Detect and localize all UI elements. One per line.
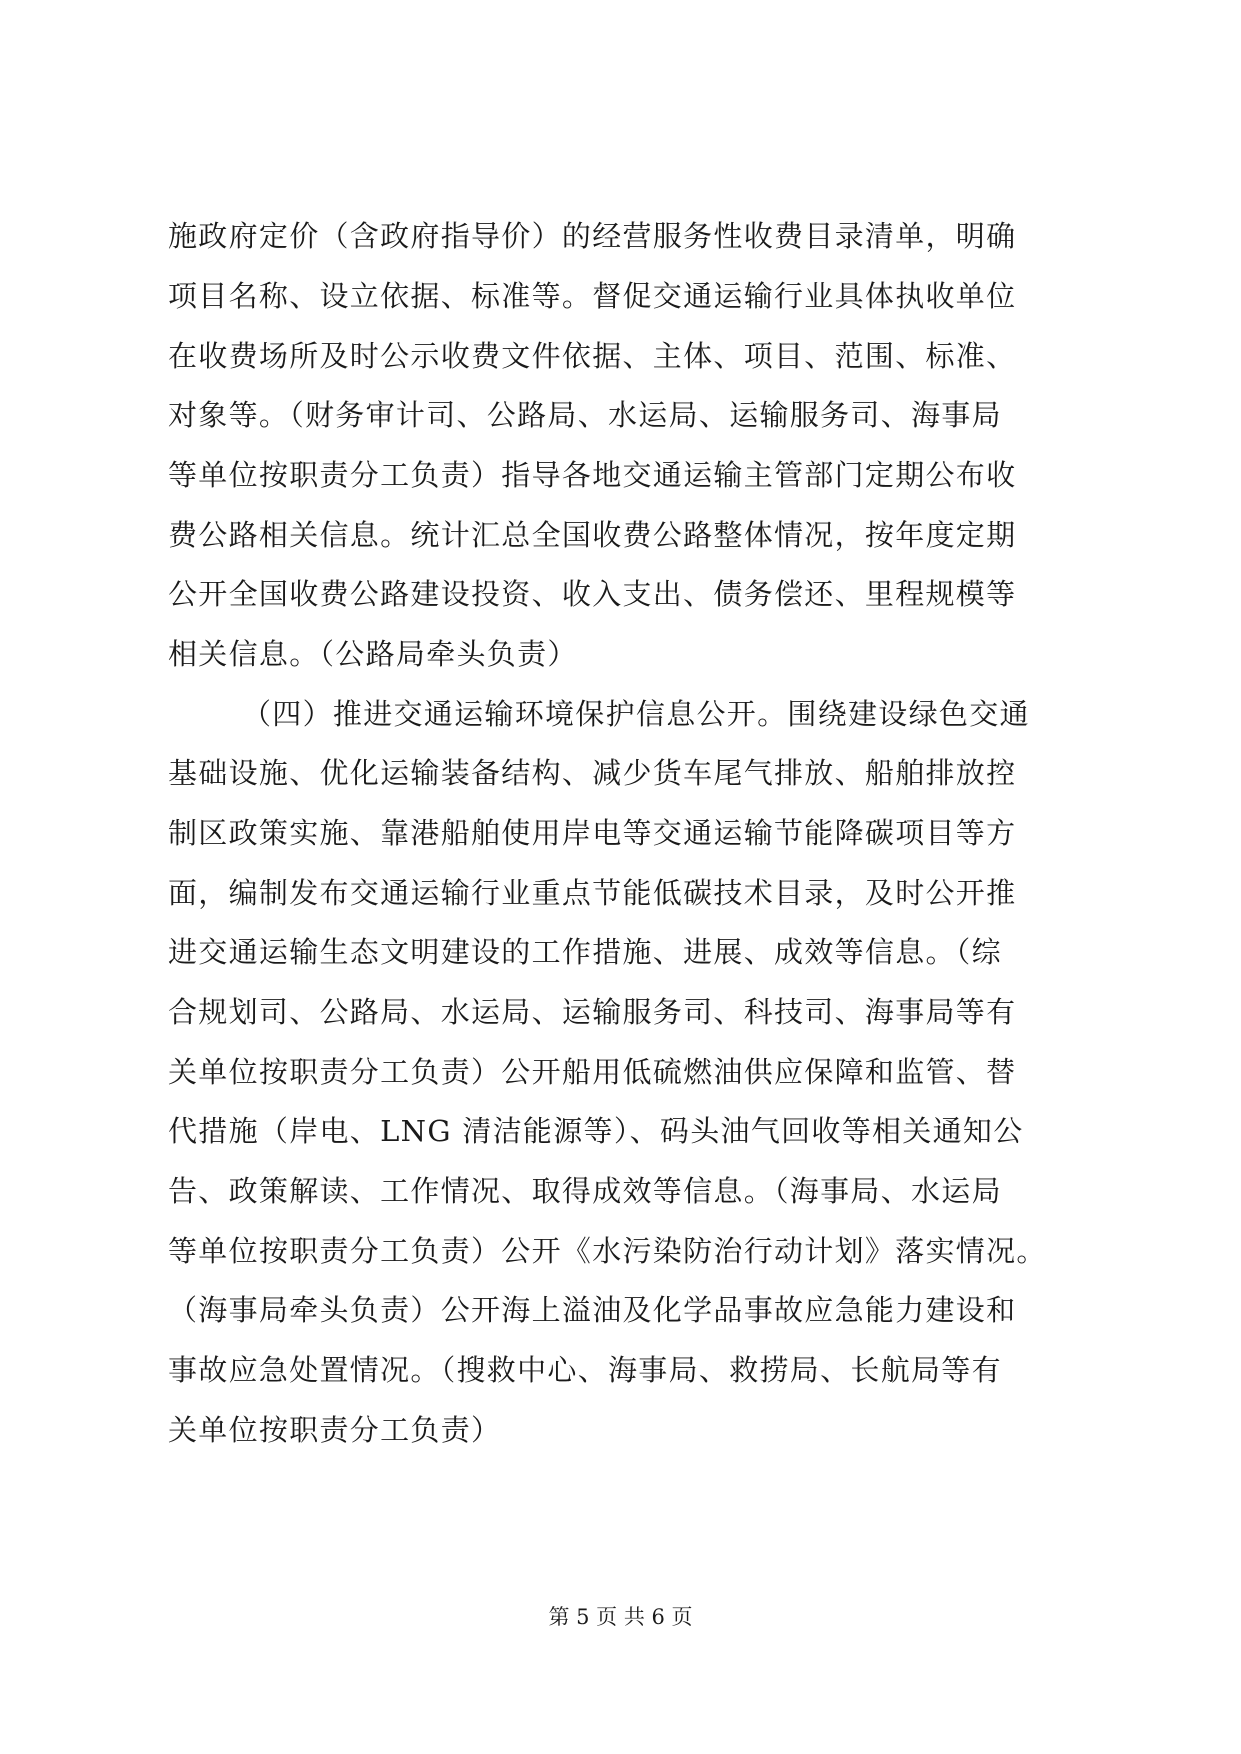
paragraph-1-line-7: 公开全国收费公路建设投资、收入支出、债务偿还、里程规模等	[168, 577, 1017, 611]
paragraph-2-line-1: （四）推进交通运输环境保护信息公开。围绕建设绿色交通	[242, 697, 1030, 731]
paragraph-1-line-2: 项目名称、设立依据、标准等。督促交通运输行业具体执收单位	[168, 279, 1017, 313]
paragraph-1-line-6: 费公路相关信息。统计汇总全国收费公路整体情况，按年度定期	[168, 518, 1017, 552]
paragraph-1-line-5: 等单位按职责分工负责）指导各地交通运输主管部门定期公布收	[168, 458, 1017, 492]
paragraph-2-line-11: （海事局牵头负责）公开海上溢油及化学品事故应急能力建设和	[168, 1293, 1017, 1327]
paragraph-2-line-5: 进交通运输生态文明建设的工作措施、进展、成效等信息。（综	[168, 935, 1002, 969]
paragraph-2-line-9: 告、政策解读、工作情况、取得成效等信息。（海事局、水运局	[168, 1174, 1002, 1208]
paragraph-2-line-8: 代措施（岸电、LNG 清洁能源等）、码头油气回收等相关通知公	[168, 1114, 1024, 1148]
paragraph-2-line-3: 制区政策实施、靠港船舶使用岸电等交通运输节能降碳项目等方	[168, 816, 1017, 850]
paragraph-1-line-3: 在收费场所及时公示收费文件依据、主体、项目、范围、标准、	[168, 339, 1017, 373]
paragraph-2-line-13: 关单位按职责分工负责）	[168, 1413, 502, 1447]
paragraph-2-line-6: 合规划司、公路局、水运局、运输服务司、科技司、海事局等有	[168, 995, 1017, 1029]
paragraph-2-line-7: 关单位按职责分工负责）公开船用低硫燃油供应保障和监管、替	[168, 1055, 1017, 1089]
paragraph-1-line-8: 相关信息。（公路局牵头负责）	[168, 637, 578, 671]
paragraph-2-line-12: 事故应急处置情况。（搜救中心、海事局、救捞局、长航局等有	[168, 1353, 1002, 1387]
page-number-footer: 第 5 页 共 6 页	[548, 1605, 693, 1629]
paragraph-2-line-4: 面，编制发布交通运输行业重点节能低碳技术目录，及时公开推	[168, 876, 1017, 910]
paragraph-2-line-2: 基础设施、优化运输装备结构、减少货车尾气排放、船舶排放控	[168, 756, 1017, 790]
paragraph-1-line-4: 对象等。（财务审计司、公路局、水运局、运输服务司、海事局	[168, 398, 1002, 432]
paragraph-2-line-10: 等单位按职责分工负责）公开《水污染防治行动计划》落实情况。	[168, 1234, 1047, 1268]
paragraph-1-line-1: 施政府定价（含政府指导价）的经营服务性收费目录清单，明确	[168, 219, 1017, 253]
